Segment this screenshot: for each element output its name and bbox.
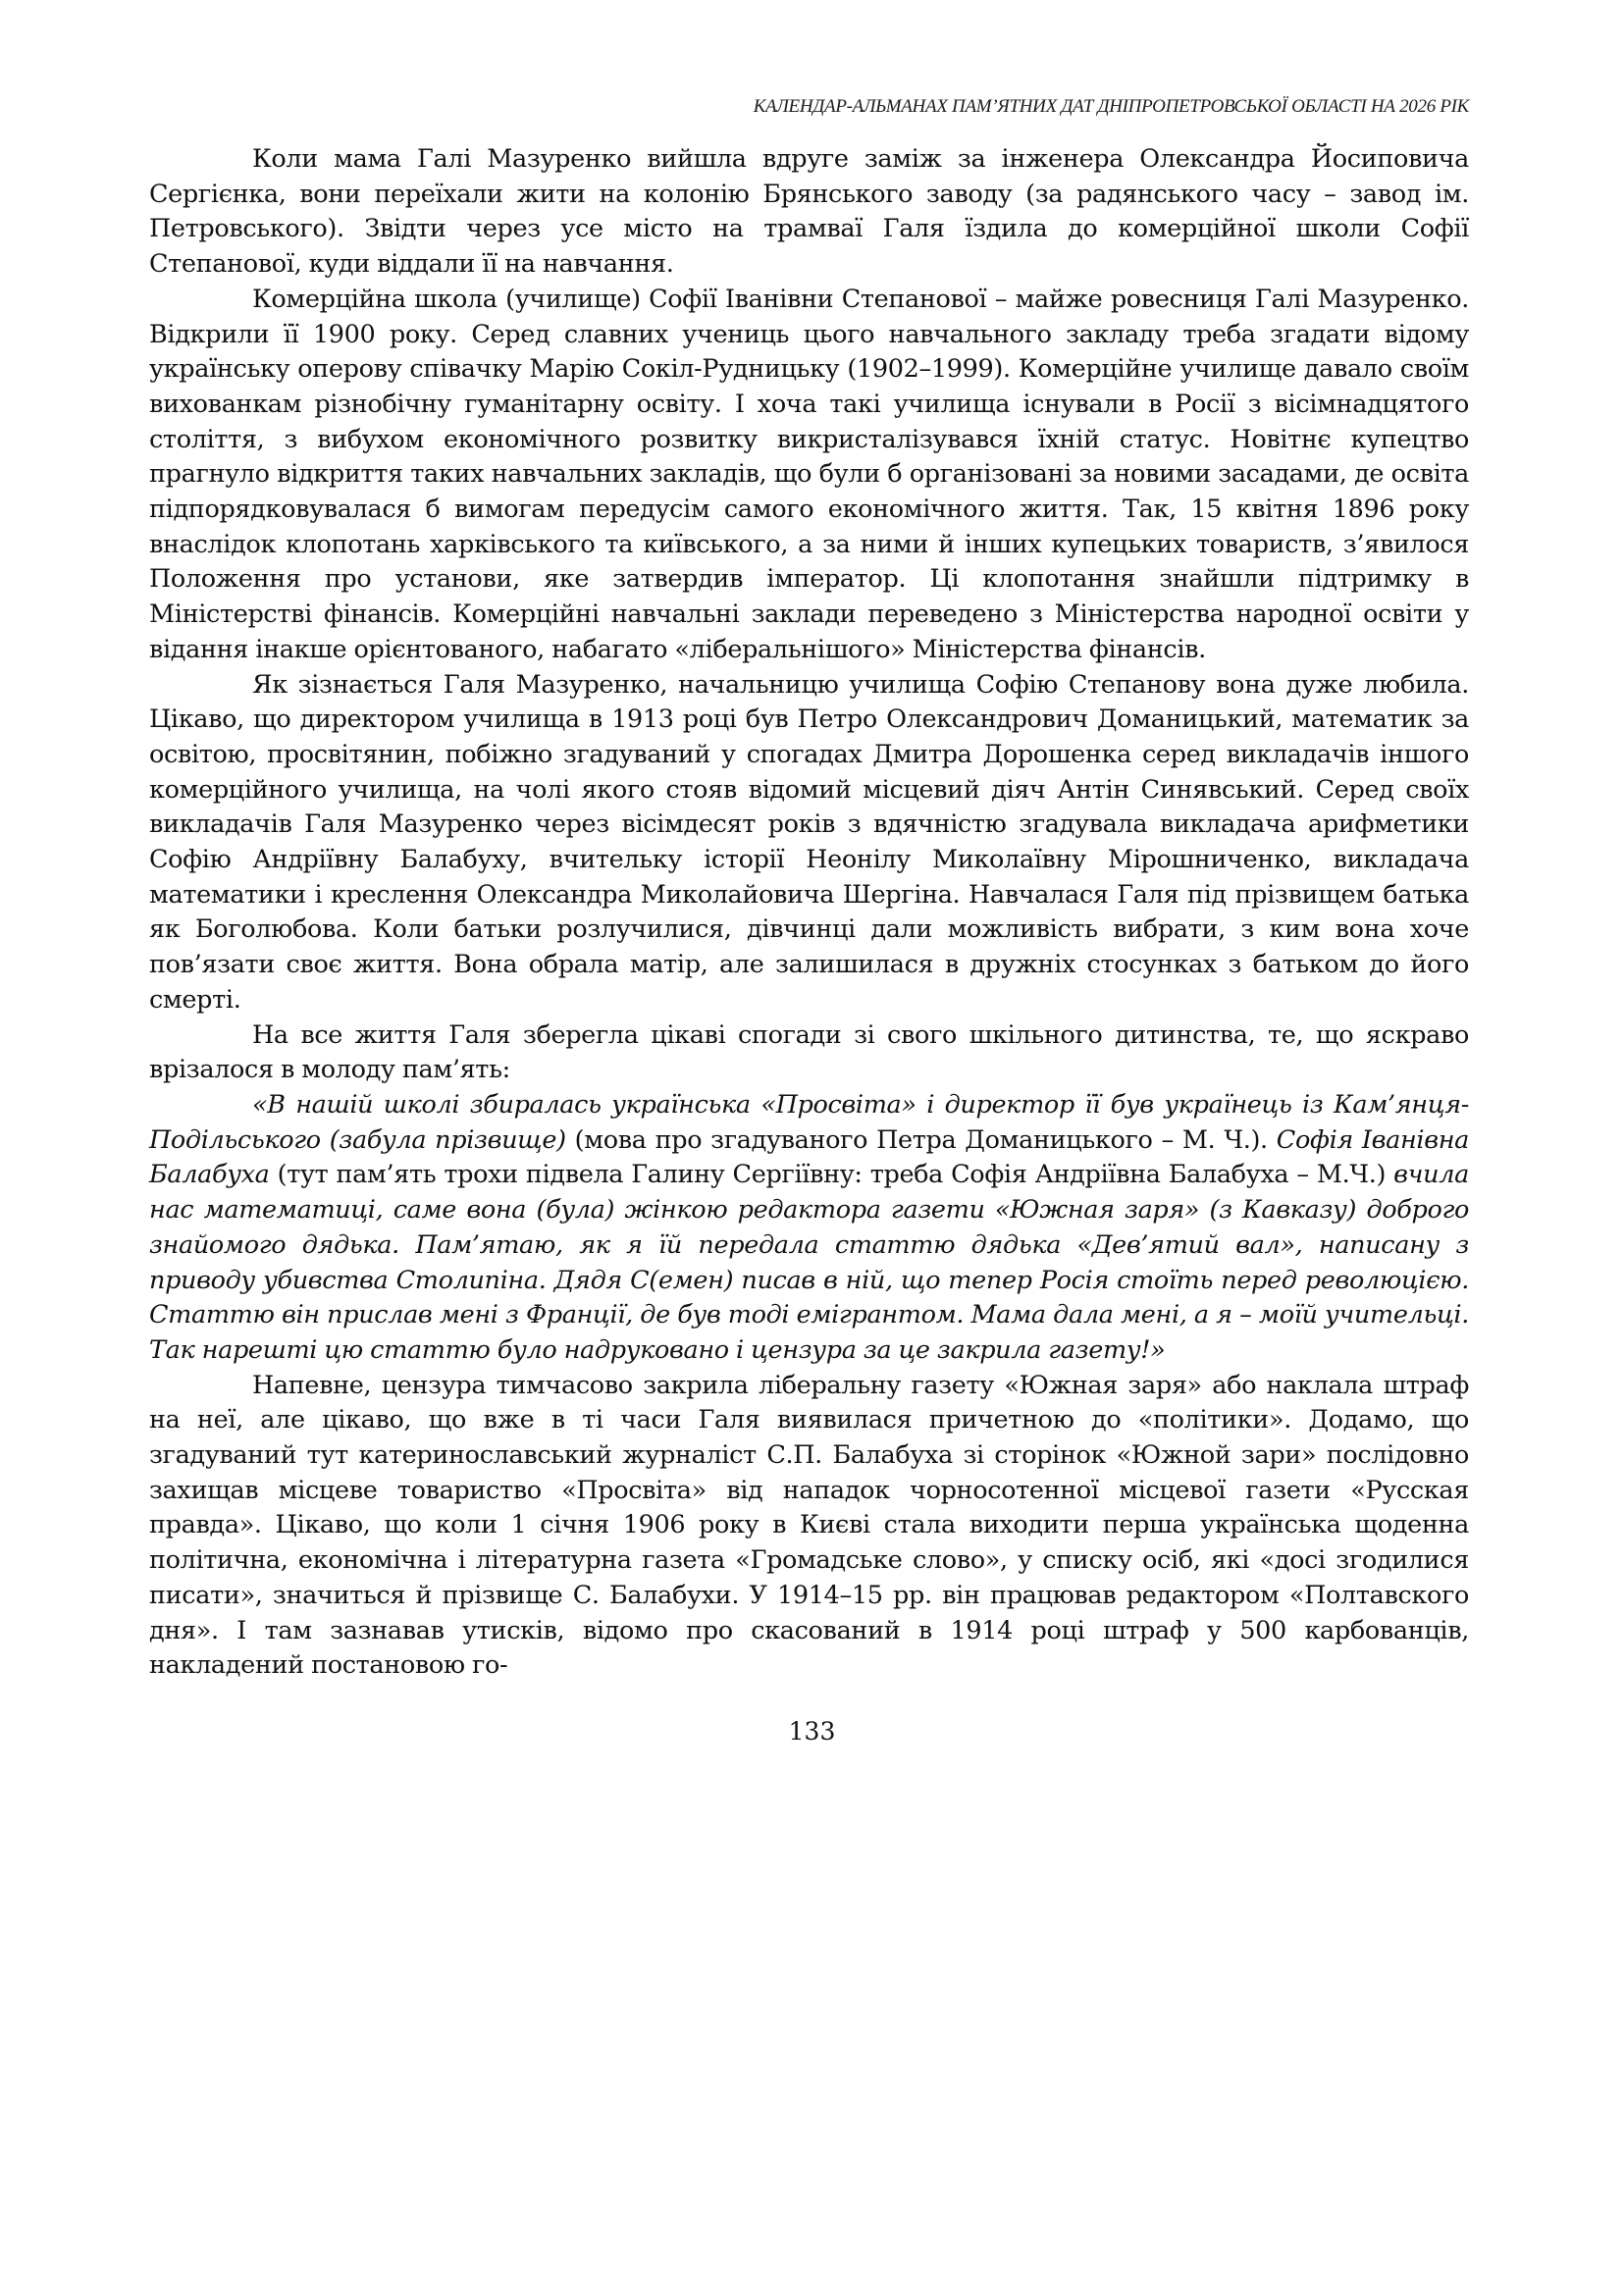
paragraph-3: Як зізнається Галя Мазуренко, начальницю училища Софію Степанову вона дуже любила. Цікаво, що директором училища в 1913 році був Петро Олександрович Доманицький, математик за освітою, просвітянин, побіжно згадуваний у спогадах Дмитра Дорошенка серед викладачів іншого комерційного училища, на чолі якого стояв відомий місцевий діяч Антін Синявський. Серед своїх викладачів Галя Мазуренко через вісімдесят років з вдячністю згадувала викладача арифметики Софію Андріївну Балабуху, вчительку історії Неонілу Миколаївну Мірошниченко, викладача математики і креслення Олександра Миколайовича Шергіна. Навчалася Галя під прізвищем батька як Боголюбова. Коли батьки розлучилися, дівчинці дали можливість вибрати, з ким вона хоче пов’язати своє життя. Вона обрала матір, але залишилася в дружніх стосунках з батьком до його смерті. bbox=[149, 669, 1469, 1015]
quote-part-1: «В нашій школі збиралась українська «Просвіта» і директор її був українець із Кам’янця-Подільського (забула прізвище) bbox=[149, 1089, 1469, 1155]
paragraph-2: Комерційна школа (училище) Софії Іванівни Степанової – майже ровесниця Галі Мазуренко. Відкрили її 1900 року. Серед славних учениць цього навчального закладу треба згадати відому українську оперову співачку Марію Сокіл-Рудницьку (1902–1999). Комерційне училище давало своїм вихованкам різнобічну гуманітарну освіту. І хоча такі училища існували в Росії з вісімнадцятого століття, з вибухом економічного розвитку викристалізувався їхній статус. Новітнє купецтво прагнуло відкриття таких навчальних закладів, що були б організовані за новими засадами, де освіта підпорядковувалася б вимогам передусім самого економічного життя. Так, 15 квітня 1896 року внаслідок клопотань харківського та київського, а за ними й інших купецьких товариств, з’явилося Положення про установи, яке затвердив імператор. Ці клопотання знайшли підтримку в Міністерстві фінансів. Комерційні навчальні заклади переведено з Міністерства народної освіти у відання інакше орієнтованого, набагато «ліберальнішого» Міністерства фінансів. bbox=[149, 284, 1469, 664]
paragraph-5: Напевне, цензура тимчасово закрила ліберальну газету «Южная заря» або наклала штраф на неї, але цікаво, що вже в ті часи Галя виявилася причетною до «політики». Додамо, що згадуваний тут катеринославський журналіст С.П. Балабуха зі сторінок «Южной зари» послідовно захищав місцеве товариство «Просвіта» від нападок чорносотенної місцевої газети «Русская правда». Цікаво, що коли 1 січня 1906 року в Києві стала виходити перша українська щоденна політична, економічна і літературна газета «Громадське слово», у списку осіб, які «досі згодилися писати», значиться й прізвище С. Балабухи. У 1914–15 рр. він працював редактором «Полтавского дня». І там зазнавав утисків, відомо про скасований в 1914 році штраф у 500 карбованців, накладений постановою го- bbox=[149, 1370, 1469, 1681]
page-number: 133 bbox=[788, 1717, 836, 1746]
editor-note-1: (мова про згадуваного Петра Доманицького – М. Ч.). bbox=[565, 1124, 1277, 1155]
memoir-quote bbox=[149, 1088, 1469, 1369]
running-header: КАЛЕНДАР-АЛЬМАНАХ ПАМ’ЯТНИХ ДАТ ДНІПРОПЕТРОВСЬКОЇ ОБЛАСТІ НА 2026 РІК bbox=[753, 96, 1469, 117]
paragraph-1: Коли мама Галі Мазуренко вийшла вдруге заміж за інженера Олександра Йосиповича Сергієнка, вони переїхали жити на колонію Брянського заводу (за радянського часу – завод ім. Петровського). Звідти через усе місто на трамваї Галя їздила до комерційної школи Софії Степанової, куди віддали її на навчання. bbox=[149, 144, 1469, 280]
quote-part-3: вчила нас математиці, саме вона (була) жінкою редактора газети «Южная заря» (з Кавказу) доброго знайомого дядька. Пам’ятаю, як я їй передала статтю дядька «Дев’ятий вал», написану з приводу убивства Столипіна. Дядя С(емен) писав в ній, що тепер Росія стоїть перед революцією. Статтю він прислав мені з Франції, де був тоді емігрантом. Мама дала мені, а я – моїй учительці. Так нарешті цю статтю було надруковано і цензура за це закрила газету!» bbox=[149, 1160, 1469, 1365]
article-body bbox=[149, 142, 1469, 1684]
editor-note-2: (тут пам’ять трохи підвела Галину Сергіївну: треба Софія Андріївна Балабуха – М.Ч.) bbox=[269, 1160, 1394, 1190]
quote-part-2: Софія Іванівна Балабуха bbox=[149, 1124, 1469, 1190]
paragraph-4: На все життя Галя зберегла цікаві спогади зі свого шкільного дитинства, те, що яскраво врізалося в молоду пам’ять: bbox=[149, 1019, 1469, 1085]
